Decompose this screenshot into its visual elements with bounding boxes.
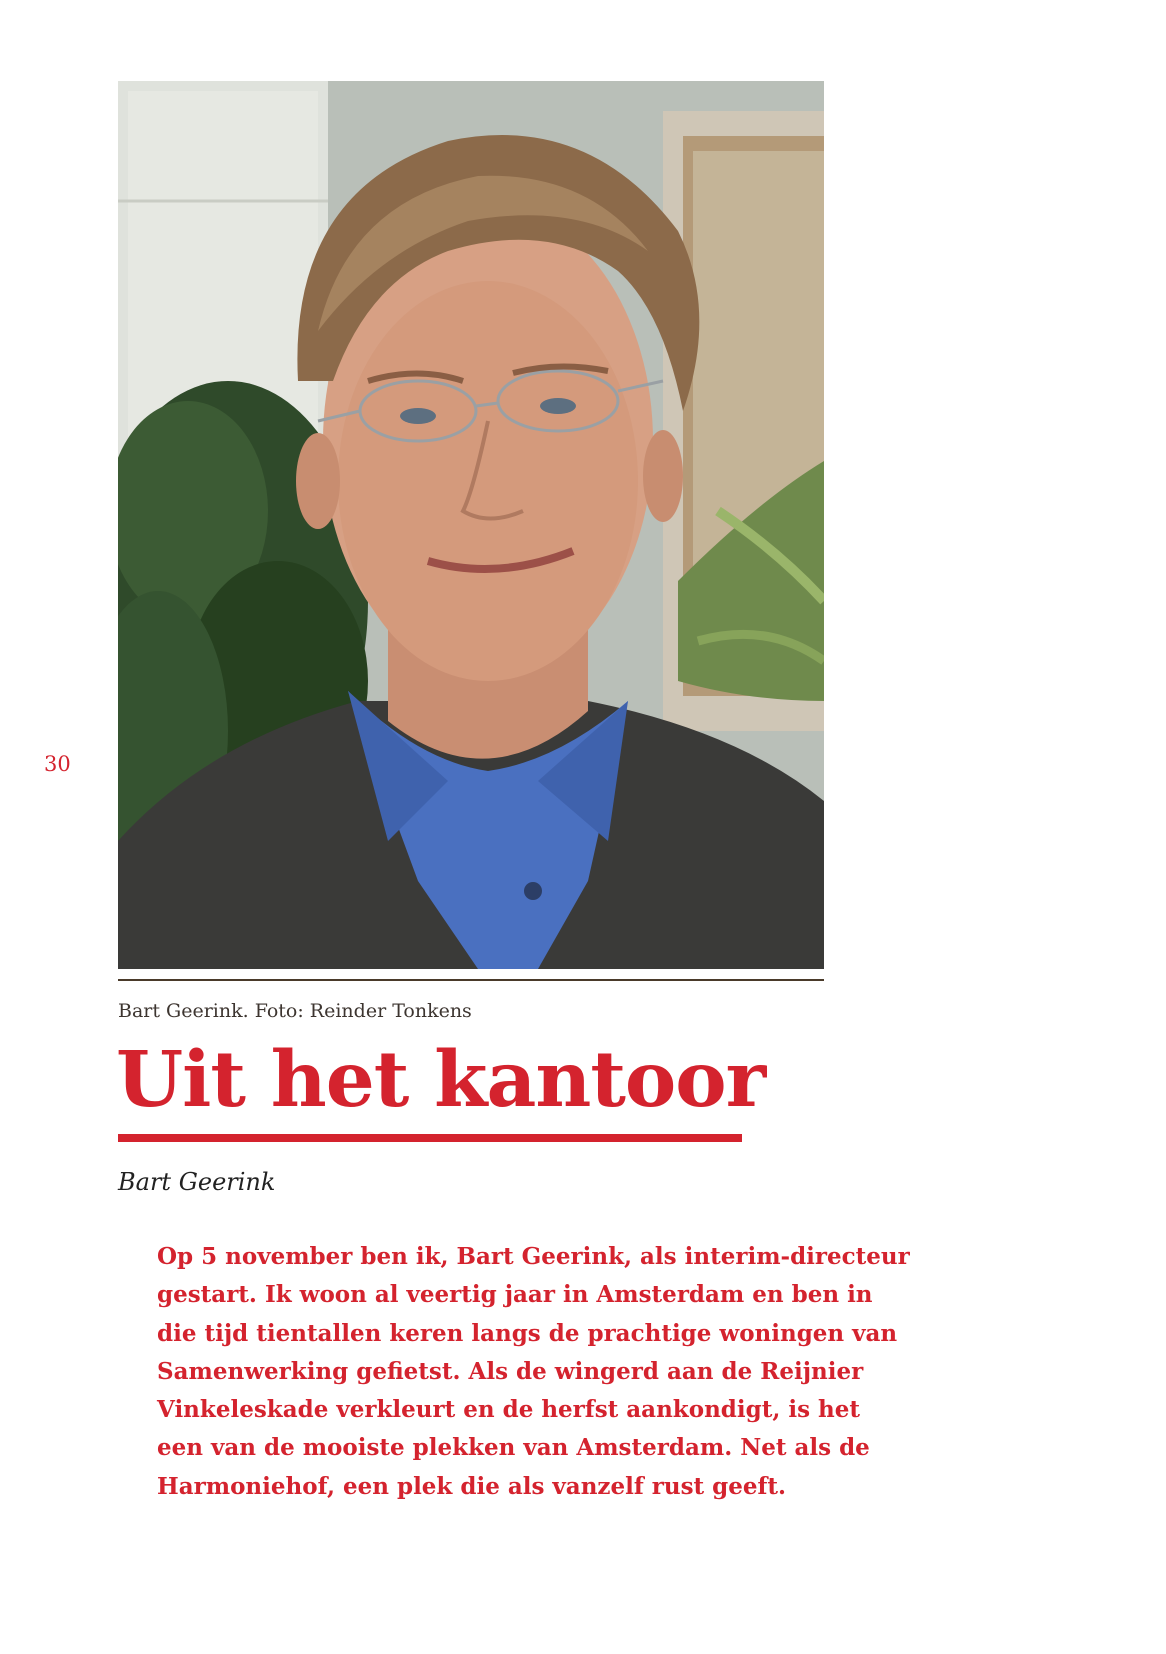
portrait-photo	[118, 81, 824, 969]
intro-line: een van de mooiste plekken van Amsterdam. Net als de	[157, 1434, 870, 1462]
photo-caption: Bart Geerink. Foto: Reinder Tonkens	[118, 1000, 472, 1022]
title-underline	[118, 1134, 742, 1142]
caption-divider	[118, 979, 824, 981]
article-intro	[157, 1238, 937, 1506]
intro-line: Samenwerking gefietst. Als de wingerd aan de Reijnier	[157, 1357, 864, 1385]
intro-line: Op 5 november ben ik, Bart Geerink, als interim-directeur	[157, 1243, 910, 1270]
intro-line: die tijd tientallen keren langs de prachtige woningen van	[157, 1319, 898, 1347]
article-title: Uit het kantoor	[116, 1035, 766, 1125]
intro-line: gestart. Ik woon al veertig jaar in Amsterdam en ben in	[157, 1281, 873, 1309]
page-number: 30	[44, 752, 71, 776]
intro-line: Harmoniehof, een plek die als vanzelf rust geeft.	[157, 1472, 787, 1500]
article-author: Bart Geerink	[118, 1168, 276, 1196]
intro-line: Vinkeleskade verkleurt en de herfst aankondigt, is het	[157, 1396, 861, 1424]
